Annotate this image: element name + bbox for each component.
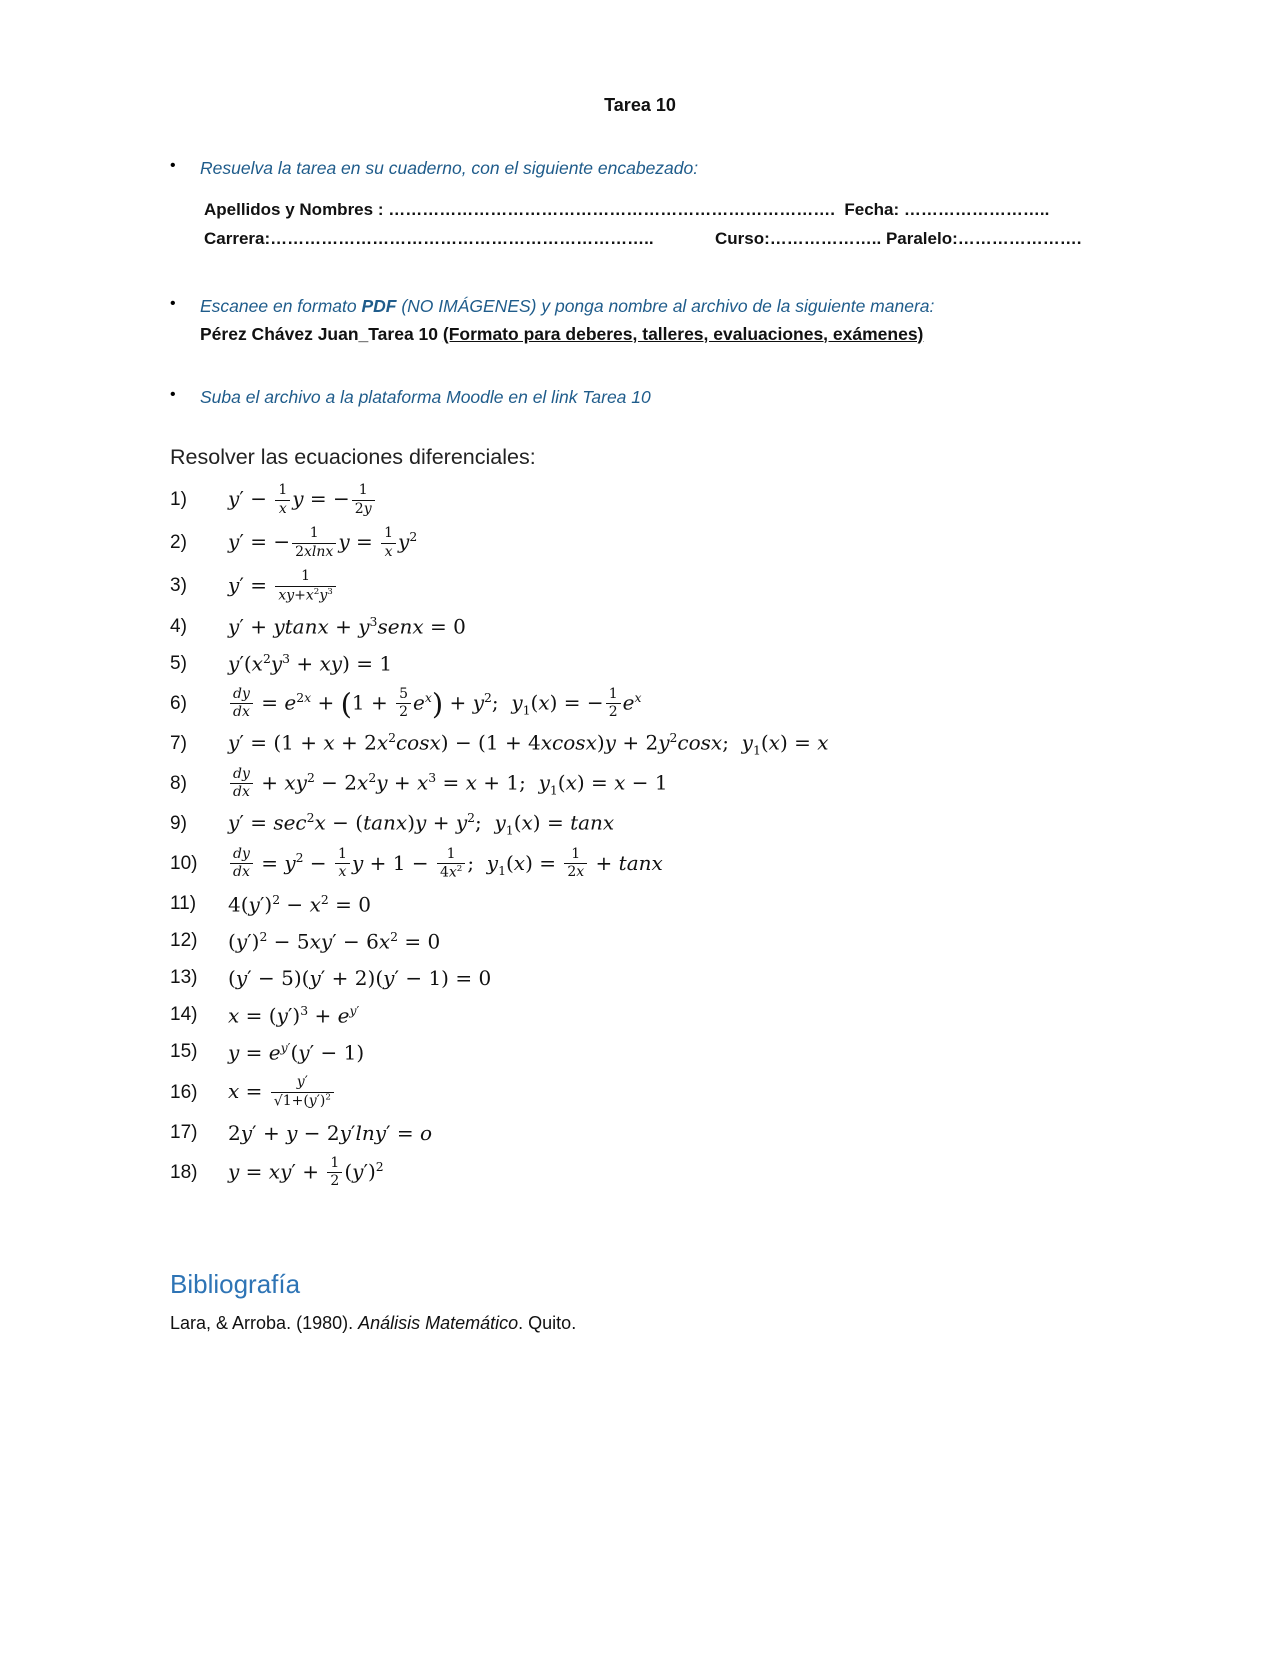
equation-row bbox=[170, 482, 1165, 518]
bullet-marker: • bbox=[170, 385, 176, 403]
bibliography-heading: Bibliografía bbox=[170, 1268, 301, 1299]
equation-number: 14) bbox=[170, 1004, 198, 1026]
equation: $y'(x^2y^3 + xy) = 1$ bbox=[228, 651, 393, 676]
equation-number: 7) bbox=[170, 732, 187, 754]
equation-row bbox=[170, 568, 1165, 605]
equation-number: 12) bbox=[170, 930, 198, 952]
equation: $\frac{dy}{dx}$ + $xy^2 - 2x^2y + x^3 = x + 1$; $y_1(x) = x - 1$ bbox=[228, 766, 668, 802]
equation-row bbox=[170, 809, 1165, 839]
equation-row bbox=[170, 963, 1165, 993]
bullet-text-resolve-notebook: Resuelva la tarea en su cuaderno, con el siguiente encabezado: bbox=[200, 158, 699, 178]
equation-number: 3) bbox=[170, 575, 187, 597]
equation: x = $\frac{y'}{√1+(y')^2}$ bbox=[228, 1074, 336, 1111]
equation-number: 15) bbox=[170, 1041, 198, 1063]
equation-number: 6) bbox=[170, 692, 187, 714]
equation-row bbox=[170, 889, 1165, 919]
bullet-item-instructions bbox=[170, 156, 1165, 181]
equation-number: 2) bbox=[170, 532, 187, 553]
equation-number: 8) bbox=[170, 772, 187, 794]
bullet-item-upload-moodle bbox=[170, 385, 1165, 410]
equation-number: 16) bbox=[170, 1081, 198, 1103]
equation-row bbox=[170, 1118, 1165, 1148]
equation-list bbox=[170, 482, 1165, 1191]
equation: $y' = \sec^2x - (\tan x)y + y^2$; $y_1(x) = \tan x$ bbox=[228, 809, 615, 838]
header-form bbox=[204, 195, 1165, 255]
equation-row bbox=[170, 1074, 1165, 1111]
equation-row bbox=[170, 1037, 1165, 1067]
equation-number: 4) bbox=[170, 615, 187, 637]
equation: y′ − $\frac{1}{x}$ y = − $\frac{1}{2y}$ bbox=[228, 482, 377, 518]
equation: $x = (y')^3 + e^{y'}$ bbox=[228, 1002, 360, 1028]
form-line-career-course: Carrera:………………………………………………………….. Curso:……………….. Paralelo:…………………. bbox=[204, 229, 1082, 249]
equation: (y′ − 5)(y′ + 2)(y′ − 1) = 0 bbox=[228, 966, 492, 991]
equation-number: 10) bbox=[170, 852, 198, 874]
equation: $y = e^{y'}(y' - 1)$ bbox=[228, 1039, 365, 1065]
bullet-marker: • bbox=[170, 295, 176, 312]
equation-row bbox=[170, 926, 1165, 956]
page-title: Tarea 10 bbox=[604, 95, 676, 115]
equation-row bbox=[170, 649, 1165, 679]
equation-row bbox=[170, 525, 1165, 561]
equation: y′ = $\frac{1}{xy+x^2y^3}$ bbox=[228, 568, 338, 605]
equation: $y' + ytanx + y^3senx = 0$ bbox=[228, 614, 466, 639]
equation-number: 9) bbox=[170, 812, 187, 834]
equation-row bbox=[170, 686, 1165, 722]
bibliography-entry: Lara, & Arroba. (1980). Análisis Matemático. Quito. bbox=[170, 1312, 577, 1333]
section-heading: Resolver las ecuaciones diferenciales: bbox=[170, 445, 536, 469]
equation: $4(y')^2 - x^2 = 0$ bbox=[228, 891, 371, 917]
equation: $y' = (1 + x + 2x^2\cos x) - (1 + 4xcosx)y + 2y^2\cos x$; $y_1(x) = x$ bbox=[228, 729, 829, 758]
equation-number: 1) bbox=[170, 489, 187, 510]
equation: $(y')^2 - 5xy' - 6x^2 = 0$ bbox=[228, 928, 441, 954]
equation: 2y′ + y − 2y′lny′ = o bbox=[228, 1120, 433, 1145]
equation-row bbox=[170, 612, 1165, 642]
equation: $\frac{dy}{dx}$ = $e^{2x} + (1$ + $\frac{5}{2}$ $e^x) + y^2$; $y_1(x)$ = − $\frac{1}{2}$ $e^x$ bbox=[228, 686, 641, 722]
equation-number: 17) bbox=[170, 1121, 198, 1143]
equation-number: 5) bbox=[170, 652, 187, 674]
bullet-text-scan-pdf: Escanee en formato PDF (NO IMÁGENES) y ponga nombre al archivo de la siguiente manera: bbox=[200, 296, 935, 316]
equation-row bbox=[170, 766, 1165, 802]
equation-row bbox=[170, 1155, 1165, 1191]
equation-row bbox=[170, 846, 1165, 883]
bullet-marker: • bbox=[170, 157, 176, 174]
bullet-text-upload-moodle: Suba el archivo a la plataforma Moodle en el link Tarea 10 bbox=[200, 386, 651, 407]
equation-row bbox=[170, 729, 1165, 759]
filename-example-line: Pérez Chávez Juan_Tarea 10 (Formato para deberes, talleres, evaluaciones, exámenes) bbox=[200, 323, 924, 344]
equation-number: 11) bbox=[170, 893, 197, 915]
equation-number: 18) bbox=[170, 1161, 198, 1183]
bullet-item-scan-pdf bbox=[170, 294, 1165, 319]
equation: $\frac{dy}{dx}$ = $y^2$ − $\frac{1}{x}$ y + 1 − $\frac{1}{4x^2}$ ; $y_1(x)$ = $\frac{1}{2x}$ + tanx bbox=[228, 846, 663, 883]
equation-number: 13) bbox=[170, 967, 198, 989]
equation-row bbox=[170, 1000, 1165, 1030]
equation: y = xy′ + $\frac{1}{2}$ $(y')^2$ bbox=[228, 1154, 384, 1190]
equation: y′ = − $\frac{1}{2xlnx}$ y = $\frac{1}{x}$ $y^2$ bbox=[228, 525, 418, 560]
form-line-names-date: Apellidos y Nombres : ……………………………………………………………………. Fecha: …………………….. bbox=[204, 199, 1050, 219]
